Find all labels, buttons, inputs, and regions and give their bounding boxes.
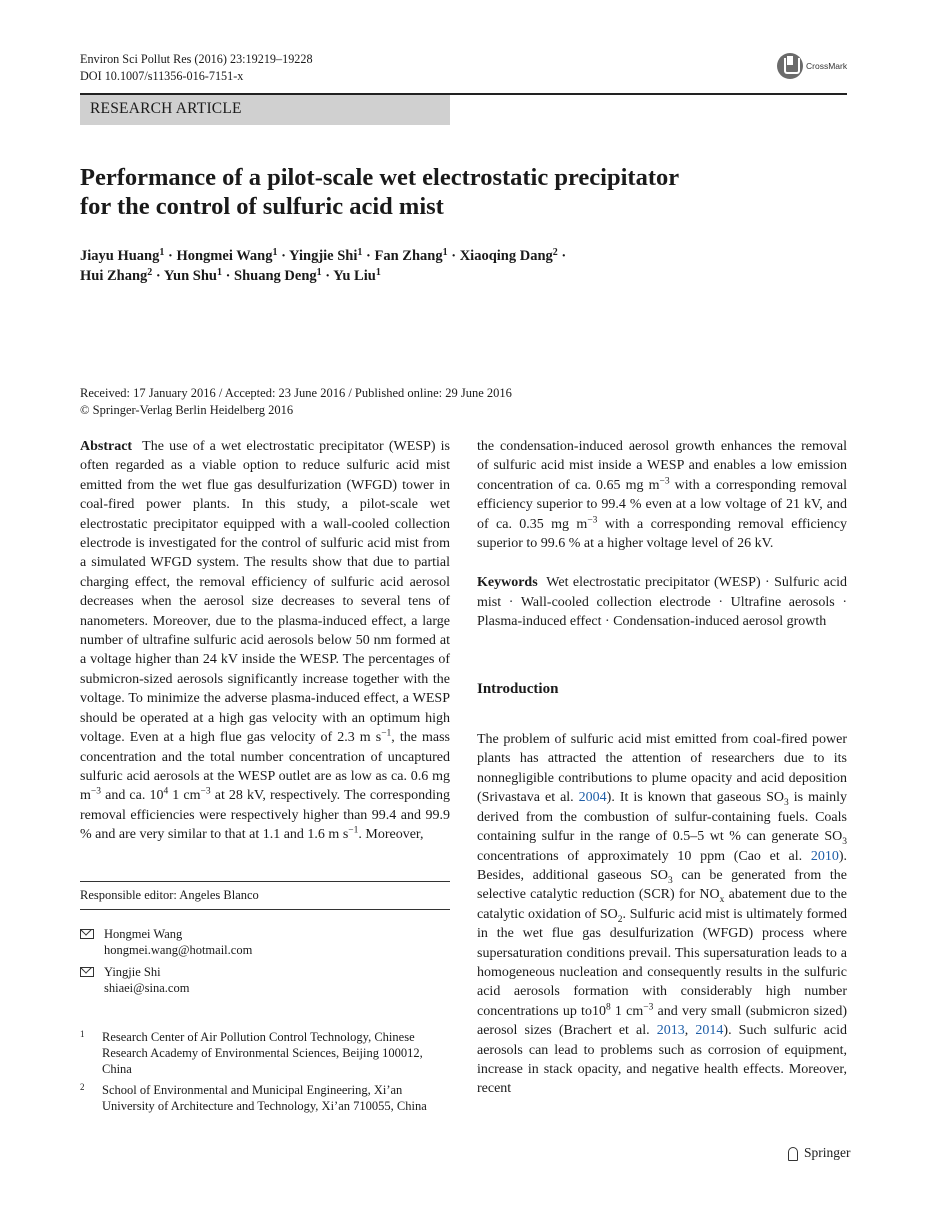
- history: Received: 17 January 2016 / Accepted: 23 June 2016 / Published online: 29 June 2016: [80, 386, 512, 400]
- keywords-label: Keywords: [477, 575, 538, 591]
- right-column: [477, 437, 847, 1099]
- separator: ·: [366, 248, 371, 264]
- subscript: 3: [784, 798, 789, 809]
- author[interactable]: Yun Shu: [163, 268, 217, 284]
- separator: ·: [168, 248, 173, 264]
- doi[interactable]: DOI 10.1007/s11356-016-7151-x: [80, 69, 244, 83]
- affiliation-text: Research Center of Air Pollution Control Technology, Chinese Research Academy of Environmental Sciences, Beijing 100012, China: [102, 1030, 423, 1076]
- author-list: [80, 246, 840, 286]
- separator: ·: [325, 268, 331, 284]
- affiliation-number: 2: [80, 1082, 85, 1092]
- superscript: −3: [643, 1002, 654, 1013]
- citation-link[interactable]: 2014: [695, 1023, 724, 1039]
- superscript: 8: [605, 1002, 611, 1013]
- footnote-rule: [80, 909, 450, 910]
- affiliation-mark: 1: [357, 247, 363, 258]
- abstract-text: and ca. 10: [101, 788, 164, 804]
- abstract-text: with a corresponding removal efficiency superior to 99.6 % at a higher voltage level of 26 kV.: [477, 516, 847, 552]
- citation-link[interactable]: 2013: [656, 1023, 685, 1039]
- author[interactable]: Shuang Deng: [234, 268, 317, 284]
- journal-header: [80, 51, 313, 85]
- body-text: The problem of sulfuric acid mist emitted from coal-fired power plants has attracted the attention of researchers due to its nonnegligible contributions to plume opacity and acid deposition (Srivastava et al.: [477, 732, 847, 806]
- body-text: concentrations of approximately 10 ppm (Cao et al.: [477, 848, 811, 864]
- affiliation-mark: 2: [147, 267, 153, 278]
- abstract: [80, 437, 450, 845]
- abstract-text: with a corresponding removal efficiency superior to 99.4 % even at a low voltage of 21 kV, and of ca. 0.35 mg m: [477, 477, 847, 532]
- responsible-editor: Responsible editor: Angeles Blanco: [80, 888, 259, 902]
- separator: ·: [561, 248, 567, 264]
- footnote-rule: [80, 881, 450, 882]
- subscript: 3: [842, 836, 847, 847]
- abstract-text: . Moreover,: [358, 827, 424, 843]
- body-text: and very small (submicron sized) aerosol sizes (Brachert et al.: [477, 1003, 847, 1039]
- separator: ·: [225, 268, 231, 284]
- author[interactable]: Xiaoqing Dang: [459, 248, 553, 264]
- affiliation: [80, 1082, 450, 1116]
- journal-citation: Environ Sci Pollut Res (2016) 23:19219–19228: [80, 52, 313, 66]
- body-text: ). It is known that gaseous SO: [606, 790, 785, 806]
- envelope-icon[interactable]: [80, 967, 94, 977]
- affiliation-number: 1: [80, 1029, 85, 1039]
- keywords: [477, 573, 847, 631]
- title-line-2: for the control of sulfuric acid mist: [80, 193, 444, 220]
- article-type-banner: [80, 95, 450, 125]
- superscript: −1: [381, 728, 392, 739]
- abstract-text: the condensation-induced aerosol growth enhances the removal of sulfuric acid mist inside a WESP and enables a low emission concentration of ca. 0.65 mg m: [477, 439, 847, 493]
- affiliation-text: School of Environmental and Municipal Engineering, Xi’an University of Architecture and Technology, Xi’an 710055, China: [102, 1083, 427, 1113]
- author[interactable]: Hongmei Wang: [176, 248, 273, 264]
- body-text: ). Besides, additional gaseous SO: [477, 848, 847, 883]
- crossmark-icon: [777, 53, 803, 79]
- superscript: −3: [587, 514, 598, 525]
- author[interactable]: Hui Zhang: [80, 268, 148, 284]
- section-heading-introduction: Introduction: [477, 680, 559, 697]
- springer-horse-icon: [786, 1146, 800, 1161]
- author-line-2: [80, 266, 840, 286]
- keywords-text: Wet electrostatic precipitator (WESP) · Sulfuric acid mist · Wall-cooled collection electrode · Ultrafine aerosols · Plasma-induced effect · Condensation-induced aerosol growth: [477, 575, 848, 630]
- subscript: 2: [617, 914, 623, 925]
- abstract-text: 1 cm: [168, 788, 201, 804]
- corresponding-author: [80, 964, 450, 998]
- author[interactable]: Yingjie Shi: [289, 248, 358, 264]
- subscript: 3: [668, 875, 673, 886]
- corresponding-author: [80, 926, 450, 960]
- introduction-paragraph: [477, 730, 847, 1099]
- affiliation-mark: 1: [159, 247, 165, 258]
- body-text: abatement due to the catalytic oxidation of SO: [477, 887, 847, 922]
- copyright: © Springer-Verlag Berlin Heidelberg 2016: [80, 403, 294, 417]
- affiliation-mark: 1: [316, 267, 322, 278]
- abstract-text: The use of a wet electrostatic precipitator (WESP) is often regarded as a viable option to reduce sulfuric acid mist emitted from the wet flue gas desulfurization (WFGD) tower in coal-fired power plants. In this study, a pilot-scale wet electrostatic precipitator equipped with a wall-cooled collection electrode is investigated for the control of sulfuric acid mist from a simulated WFGD system. The results show that due to partial charging effect, the removal efficiency of sulfuric acid aerosol decreases when the aerosol size decreases to several tens of nanometers. Moreover, due to the plasma-induced effect, a large number of ultrafine sulfuric acid aerosols below 50 nm formed at a voltage higher than 24 kV inside the WESP. The percentages of submicron-sized aerosols significantly increase together with the voltage. To minimize the adverse plasma-induced effect, a WESP should be operated at a high gas velocity with an optimum high voltage. Even at a high flue gas velocity of 2.3 m s: [80, 439, 451, 746]
- affiliation-mark: 1: [272, 247, 278, 258]
- title-line-1: Performance of a pilot-scale wet electrostatic precipitator: [80, 164, 680, 191]
- affiliation-mark: 1: [375, 267, 381, 278]
- subscript: x: [719, 895, 725, 906]
- affiliation-mark: 1: [442, 247, 448, 258]
- crossmark-label: CrossMark: [806, 61, 848, 71]
- publisher-name: Springer: [804, 1145, 851, 1160]
- author-line-1: [80, 246, 840, 266]
- superscript: −3: [659, 476, 670, 487]
- article-type: RESEARCH ARTICLE: [90, 100, 242, 117]
- affiliation-mark: 1: [216, 267, 222, 278]
- separator: ·: [281, 248, 286, 264]
- body-text: is mainly derived from the combustion of sulfur-containing fuels. Coals containing sulfur in the range of 0.5–5 wt % can generate SO: [477, 790, 847, 845]
- separator: ·: [155, 268, 161, 284]
- citation-link[interactable]: 2010: [810, 848, 839, 864]
- superscript: −1: [348, 825, 359, 836]
- abstract-continued: [477, 437, 847, 553]
- affiliation: [80, 1029, 450, 1079]
- citation-link[interactable]: 2004: [578, 790, 607, 806]
- separator: ·: [451, 248, 457, 264]
- body-text: . Sulfuric acid mist is ultimately formed in the wet flue gas desulfurization (WFGD) process where supersaturation conditions prevail. This supersaturation leads to a homogeneous nucleation and consequently results in the sulfuric acid aerosols formation with considerably high number concentrations up to10: [477, 906, 847, 1019]
- publisher-logo: [786, 1145, 851, 1161]
- author[interactable]: Jiayu Huang: [80, 248, 160, 264]
- abstract-text: at 28 kV, respectively. The corresponding removal efficiencies were respectively higher than 99.4 and 99.9 % and are very similar to that at 1.1 and 1.6 m s: [80, 788, 450, 843]
- abstract-label: Abstract: [80, 439, 133, 454]
- superscript: −3: [200, 786, 211, 797]
- body-text: ,: [684, 1023, 696, 1039]
- author[interactable]: Yu Liu: [333, 268, 376, 284]
- body-text: can be generated from the selective catalytic reduction (SCR) for NO: [477, 867, 847, 903]
- contact-email[interactable]: hongmei.wang@hotmail.com: [104, 943, 253, 957]
- abstract-text: , the mass concentration and the total number concentration of uncaptured sulfuric acid aerosols at the WESP outlet are as low as ca. 0.6 mg m: [80, 730, 450, 804]
- body-text: ). Such sulfuric acid aerosols can lead to problems such as corrosion of equipment, increase in stack opacity, and negative health effects. Moreover, recent: [477, 1023, 847, 1097]
- publication-dates: [80, 385, 512, 419]
- envelope-icon[interactable]: [80, 929, 94, 939]
- superscript: −3: [90, 786, 101, 797]
- body-text: 1 cm: [610, 1003, 644, 1019]
- superscript: 4: [163, 786, 169, 797]
- author[interactable]: Fan Zhang: [374, 248, 443, 264]
- affiliation-mark: 2: [552, 247, 558, 258]
- contact-email[interactable]: shiaei@sina.com: [104, 981, 190, 995]
- crossmark-badge[interactable]: [777, 53, 847, 79]
- abstract-column: [80, 437, 450, 845]
- contact-name: Hongmei Wang: [104, 927, 183, 941]
- article-title: [80, 163, 840, 221]
- contact-name: Yingjie Shi: [104, 965, 161, 979]
